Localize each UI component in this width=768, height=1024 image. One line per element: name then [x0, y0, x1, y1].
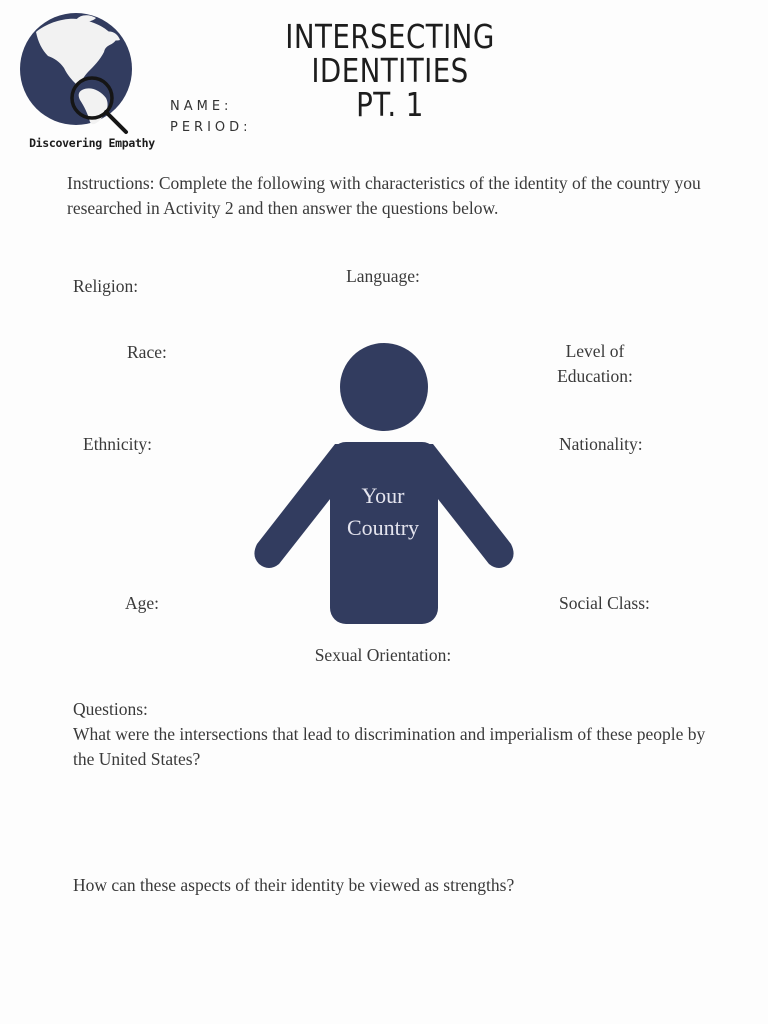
logo [14, 10, 164, 152]
figure-label-line-1: Your [361, 483, 405, 508]
question-1: What were the intersections that lead to discrimination and imperialism of these people by the United States? [73, 724, 706, 769]
question-2: How can these aspects of their identity be viewed as strengths? [73, 875, 515, 895]
education-label-line-1: Level of [565, 341, 625, 361]
page-title [205, 17, 575, 124]
religion-label: Religion: [73, 276, 139, 296]
person-figure [253, 340, 515, 626]
name-label: NAME: [170, 99, 233, 114]
logo-text: Discovering Empathy [29, 136, 155, 150]
ethnicity-label: Ethnicity: [83, 434, 153, 454]
language-label: Language: [346, 266, 420, 286]
figure-label [318, 480, 448, 544]
age-label: Age: [125, 593, 160, 613]
social-class-label: Social Class: [559, 593, 650, 613]
title-line-1: INTERSECTING IDENTITIES [285, 17, 495, 90]
instructions: Instructions: Complete the following with characteristics of the identity of the country you researched in Activity 2 and then answer the questions below. [67, 173, 701, 218]
title-line-2: PT. 1 [356, 85, 424, 124]
figure-label-line-2: Country [346, 515, 420, 540]
race-label: Race: [127, 342, 167, 362]
sexual-orientation-label: Sexual Orientation: [314, 645, 452, 665]
magnifying-glass-icon [14, 10, 164, 150]
period-label: PERIOD: [170, 120, 252, 135]
nationality-label: Nationality: [559, 434, 643, 454]
education-label [535, 339, 655, 389]
education-label-line-2: Education: [557, 366, 633, 386]
questions-heading: Questions: [73, 699, 148, 719]
